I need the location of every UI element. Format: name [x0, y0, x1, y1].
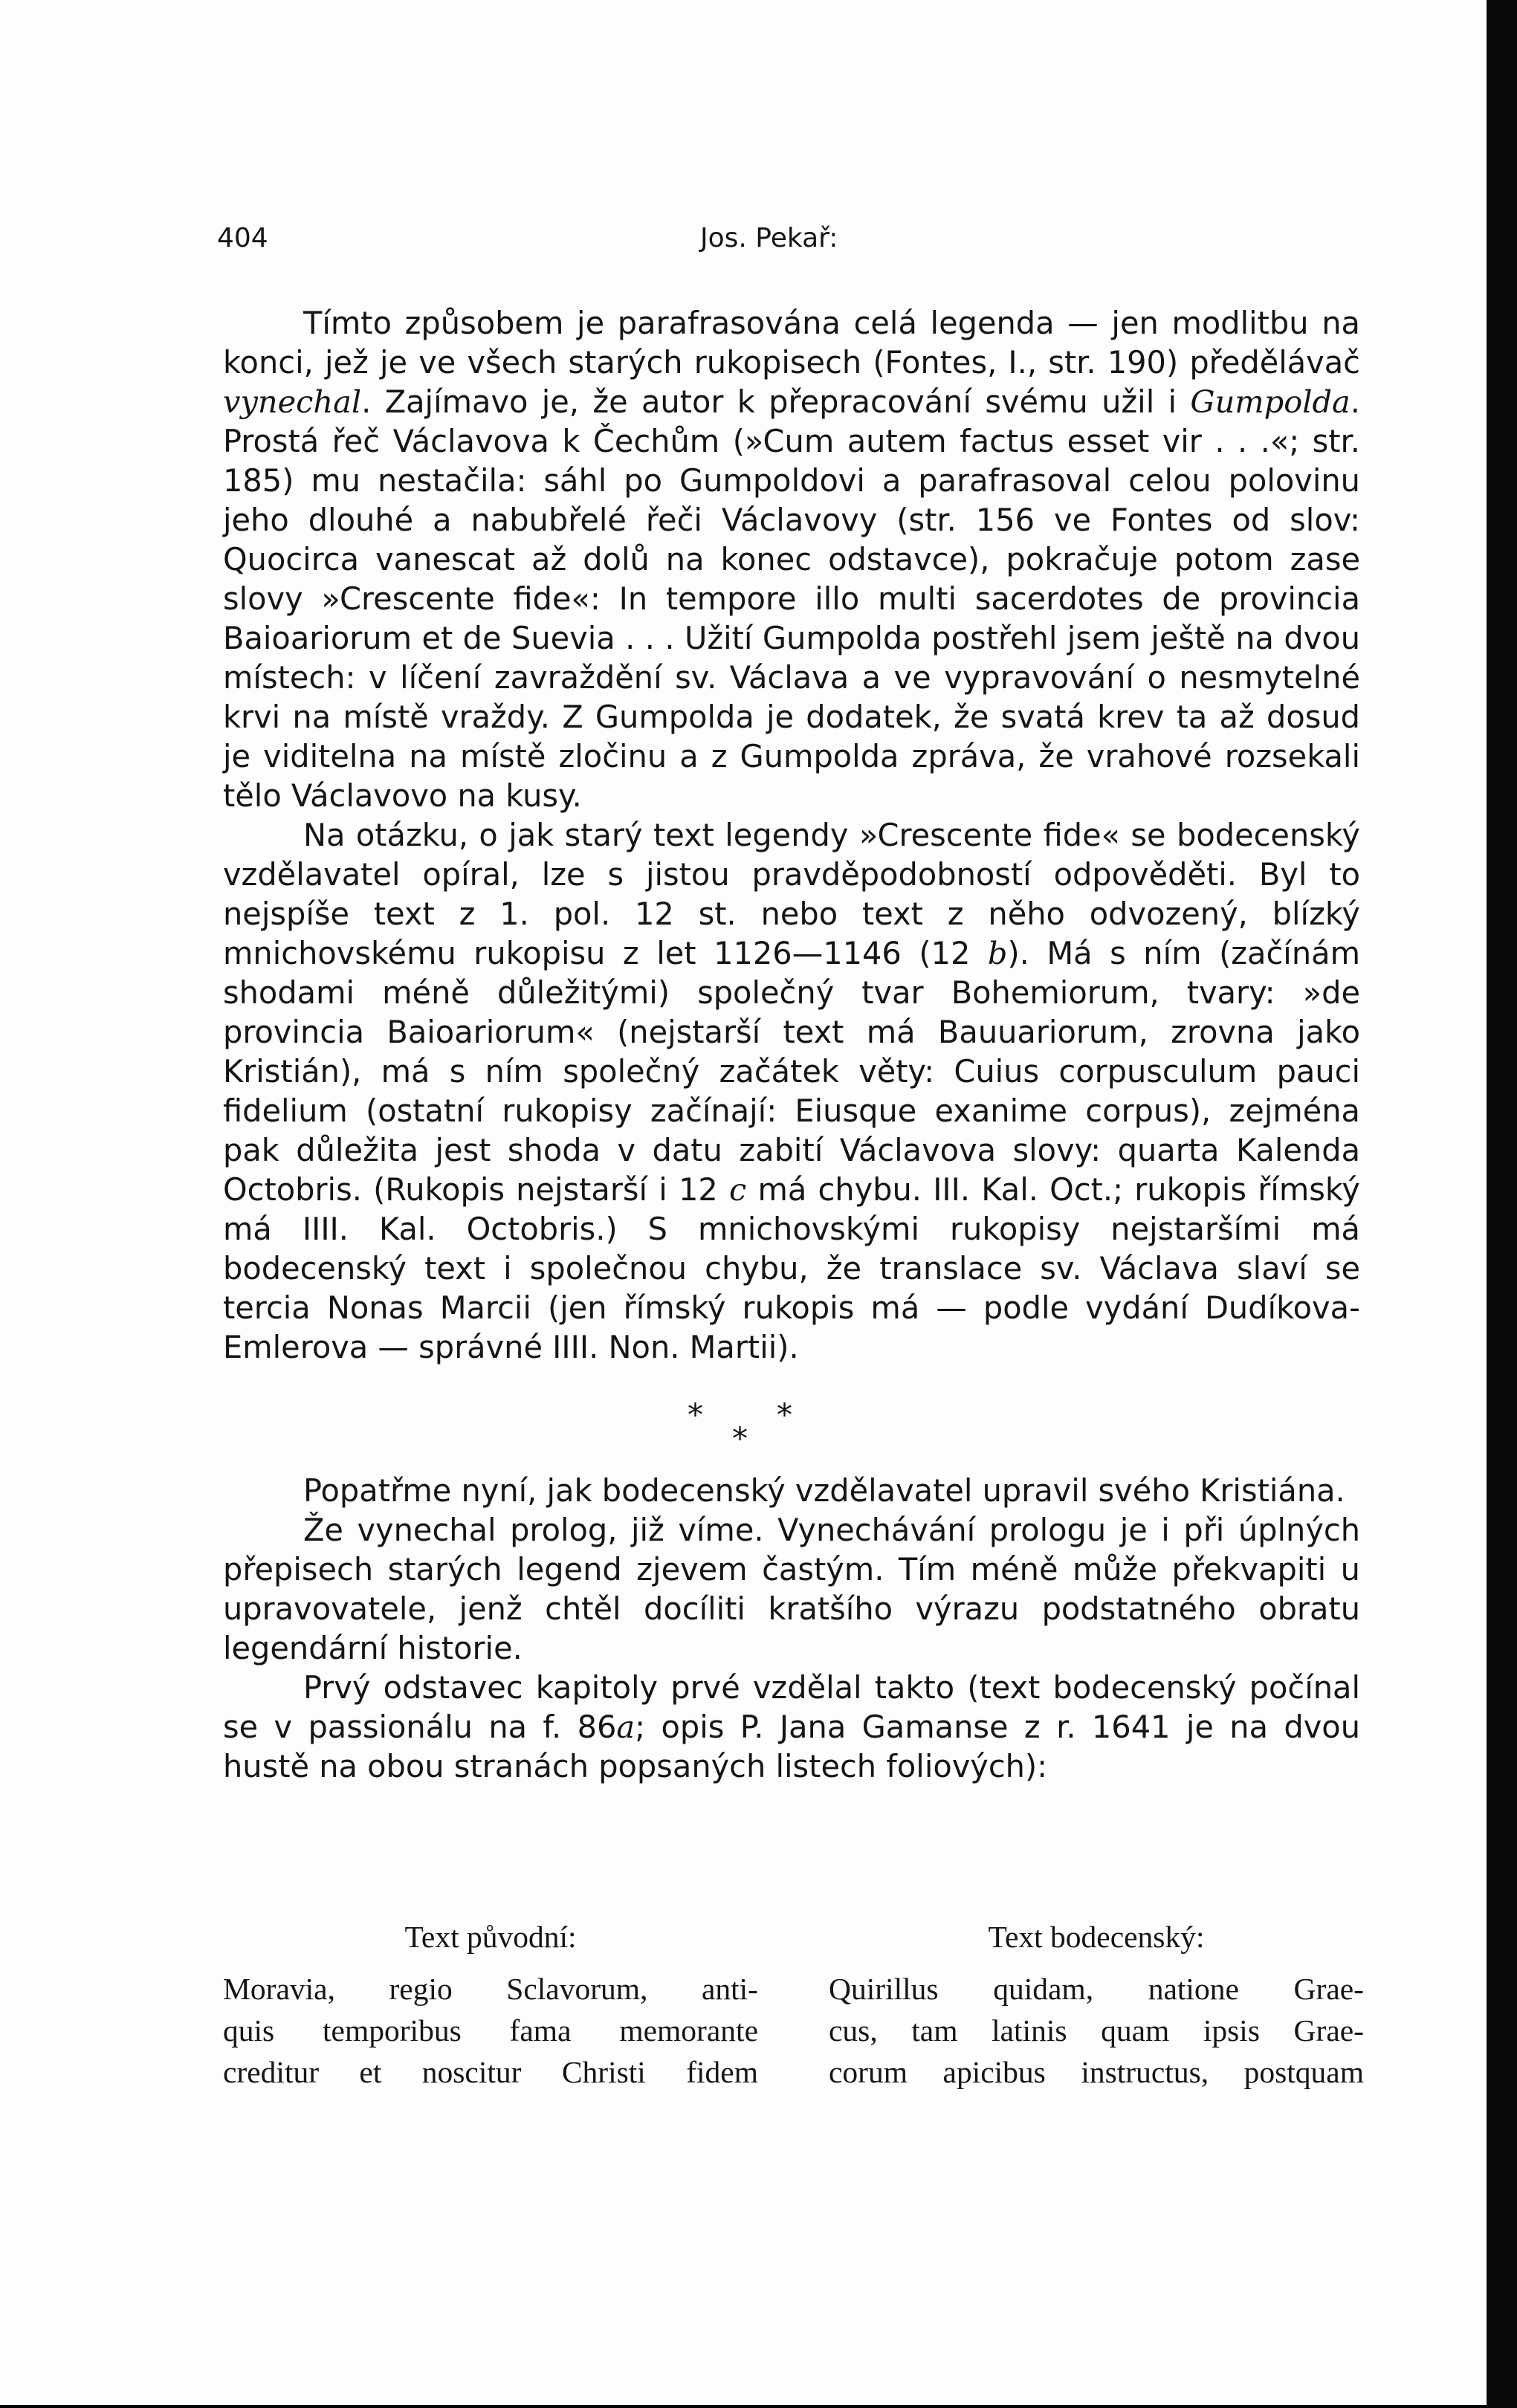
column-original-text — [223, 1916, 758, 2093]
bodecensky-line-1: Quirillus quidam, natione Grae- — [829, 1972, 1364, 2006]
paragraph-3: Popatřme nyní, jak bodecenský vzdělavatel upravil svého Kristiána. — [303, 1472, 1345, 1509]
original-line-3: creditur et noscitur Christi fidem — [223, 2055, 758, 2089]
column-heading-original: Text původní: — [404, 1920, 577, 1954]
original-line-2: quis temporibus fama memorante — [223, 2013, 758, 2048]
column-heading-bodecensky: Text bodecenský: — [988, 1920, 1205, 1954]
bodecensky-line-3: corum apicibus instructus, postquam — [829, 2055, 1364, 2089]
running-header — [217, 223, 1362, 268]
star-2: * — [777, 1396, 792, 1433]
main-text — [223, 303, 1360, 1786]
page-number: 404 — [217, 223, 268, 253]
paragraph-5: Prvý odstavec kapitoly prvé vzdělal takto (text bodecenský počínal se v passionálu na f. 86a; opis P. Jana Gamanse z r. 1641 je na dvou hustě na obou stranách popsaných listech foliových): — [223, 1669, 1360, 1784]
paragraph-2: Na otázku, o jak starý text legendy »Crescente fide« se bodecenský vzdělavatel opíral, lze s jistou pravděpodobností odpověděti. Byl to nejspíše text z 1. pol. 12 st. nebo text z něho odvozený, blízký mnichovskému rukopisu z let 1126—1146 (12 b). Má s ním (začínám shodami méně důležitými) společný tvar Bohemiorum, tvary: »de provincia Baioariorum« (nejstarší text má Bauuariorum, zrovna jako Kristián), má s ním společný začátek věty: Cuius corpusculum pauci fidelium (ostatní rukopisy začínají: Eiusque exanime corpus), zejména pak důležita jest shoda v datu zabití Václavova slovy: quarta Kalenda Octobris. (Rukopis nejstarší i 12 c má chybu. III. Kal. Oct.; rukopis římský má IIII. Kal. Octobris.) S mnichovskými rukopisy nejstaršími má bodecenský text i společnou chybu, že translace sv. Václava slaví se tercia Nonas Marcii (jen římský rukopis má — podle vydání Dudíkova-Emlerova — správné IIII. Non. Martii). — [223, 817, 1360, 1365]
column-bodecensky-text — [829, 1916, 1364, 2093]
star-3: * — [732, 1420, 748, 1457]
paragraph-1: Tímto způsobem je parafrasována celá legenda — jen modlitbu na konci, jež je ve všech starých rukopisech (Fontes, I., str. 190) předělávač vynechal. Zajímavo je, že autor k přepracování svému užil i Gumpolda. Prostá řeč Václavova k Čechům (»Cum autem factus esset vir . . .«; str. 185) mu nestačila: sáhl po Gumpoldovi a parafrasoval celou polovinu jeho dlouhé a nabubřelé řeči Václavovy (str. 156 ve Fontes od slov: Quocirca vanescat až dolů na konec odstavce), pokračuje potom zase slovy »Crescente fide«: In tempore illo multi sacerdotes de provincia Baioariorum et de Suevia . . . Užití Gumpolda postřehl jsem ještě na dvou místech: v líčení zavraždění sv. Václava a ve vypravování o nesmytelné krvi na místě vraždy. Z Gumpolda je dodatek, že svatá krev ta až dosud je viditelna na místě zločinu a z Gumpolda zpráva, že vrahové rozsekali tělo Václavovo na kusy. — [223, 305, 1360, 814]
paragraph-4: Že vynechal prolog, již víme. Vynechávání prologu je i při úplných přepisech starých legend zjevem častým. Tím méně může překvapiti u upravovatele, jenž chtěl docíliti kratšího výrazu podstatného obratu legendární historie. — [223, 1512, 1360, 1666]
star-1: * — [688, 1396, 703, 1433]
scan-border — [1487, 0, 1517, 2408]
running-head-author: Jos. Pekař: — [700, 223, 838, 253]
section-divider-stars — [223, 1388, 1360, 1457]
bodecensky-line-2: cus, tam latinis quam ipsis Grae- — [829, 2013, 1364, 2048]
original-line-1: Moravia, regio Sclavorum, anti- — [223, 1972, 758, 2006]
